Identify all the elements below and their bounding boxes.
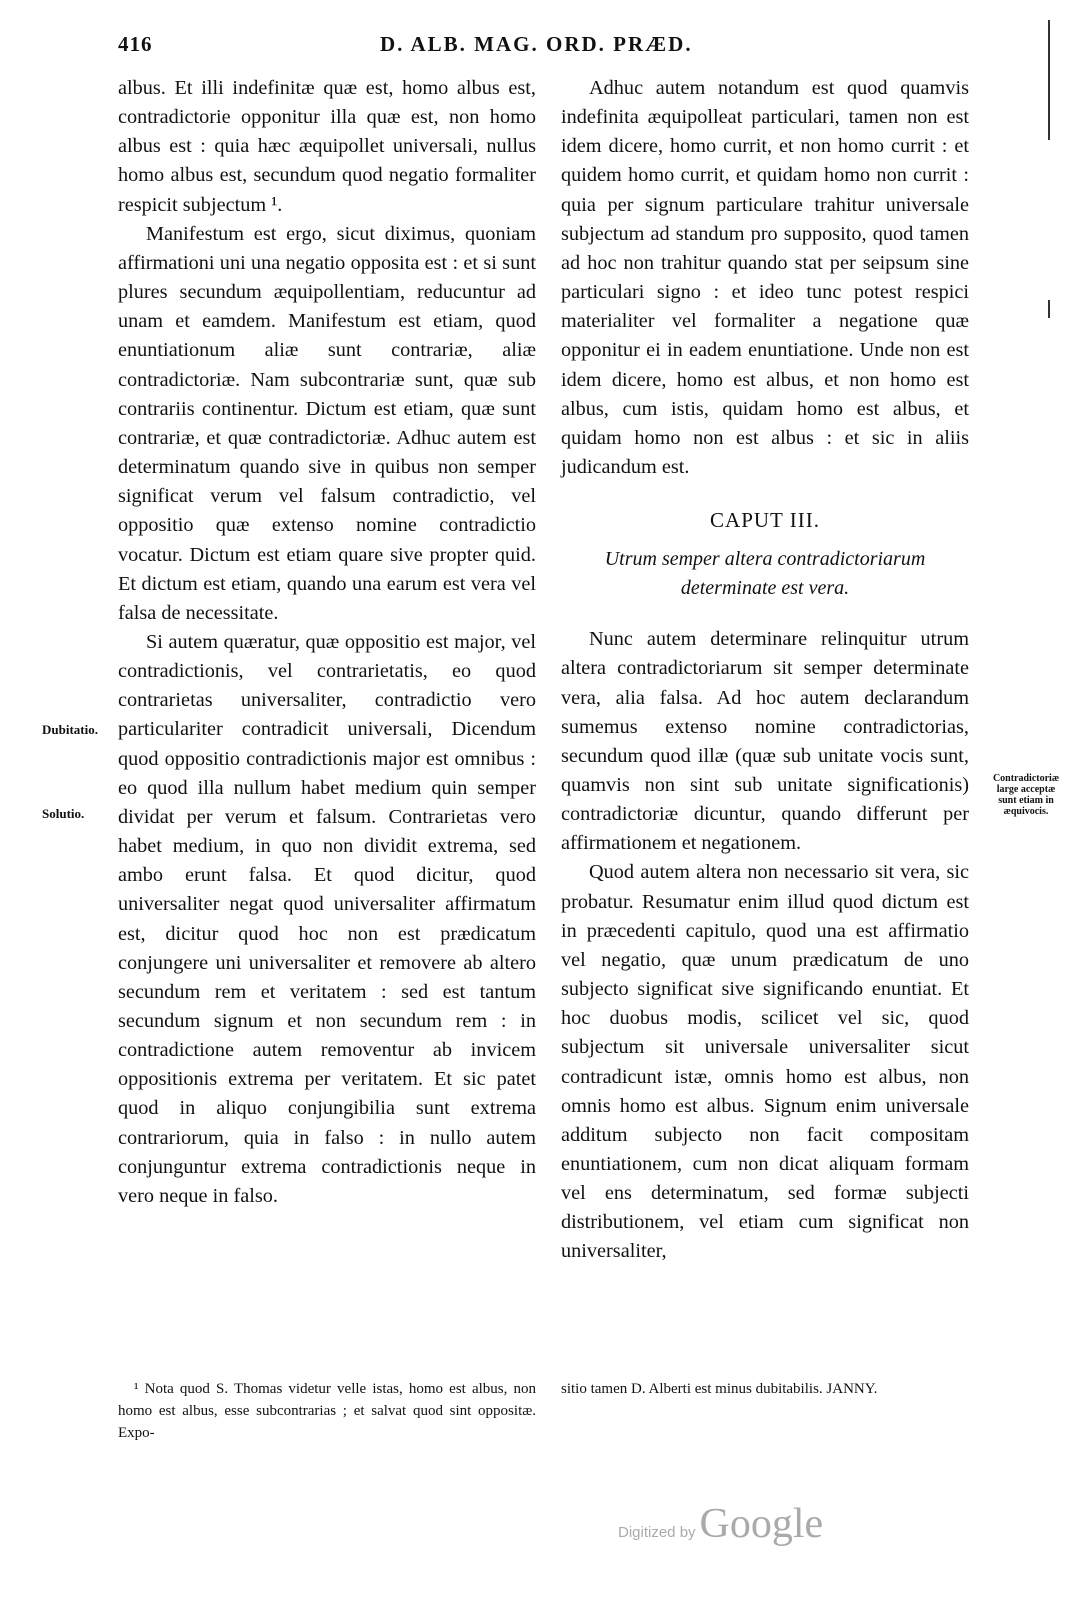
digitized-watermark	[618, 1500, 823, 1548]
footnote-right: sitio tamen D. Alberti est minus dubitabilis. JANNY.	[561, 1381, 878, 1397]
footnote-left: ¹ Nota quod S. Thomas videtur velle istas, homo est albus, non homo est albus, esse subcontrarias ; et salvat quod sint oppositæ. Expo-	[118, 1381, 536, 1441]
page-edge-line	[1048, 20, 1050, 140]
marginal-note-solutio: Solutio.	[42, 806, 85, 821]
page-edge-line	[1048, 300, 1050, 318]
left-column	[118, 74, 536, 1211]
right-column	[561, 74, 969, 1267]
running-head: D. ALB. MAG. ORD. PRÆD.	[380, 32, 693, 56]
watermark-prefix: Digitized by	[618, 1524, 696, 1541]
chapter-heading: CAPUT III.	[710, 508, 820, 533]
left-paragraph: Si autem quæratur, quæ oppositio est major, vel contradictionis, vel contrarietatis, eo quod contrarietas universaliter, contradictio vero particulariter contradicit universali, Dicendum quod oppositio contradictionis major est omnibus : eo quod illa nullum habet medium quin semper dividat per verum et falsum. Contrarietas vero habet medium, in quo non dividit extrema, sed ambo erunt falsa. Et quod dicitur, quod universaliter negat quod universaliter affirmatum est, dicitur quod hoc non est prædicatum conjungere uni universaliter et removere ab altero secundum rem et veritatem : sed est tantum secundum signum et non secundum rem : in contradictione autem removentur ab invicem oppositionis extrema per veritatem. Et sic patet quod in aliquo conjungibilia sunt extrema contrariorum, quia in falso : in nullo autem conjunguntur extrema contradictionis neque in vero neque in falso.	[118, 630, 536, 1207]
right-paragraph: Quod autem altera non necessario sit vera, sic probatur. Resumatur enim illud quod dictum est in præcedenti capitulo, quod una est affirmatio vel negatio, quæ unum prædicatum de uno subjecto significat sive significando enuntiat. Et hoc duobus modis, scilicet vel sic, quod subjectum sit universale universaliter sicut contradicunt istæ, omnis homo est albus, non omnis homo est albus. Signum enim universale additum subjecto non facit compositam enuntiationem, cum non dicat aliquam formam vel ens determinatum, sed formæ subjecti distributionem, vel etiam cum significat non universaliter,	[561, 861, 969, 1263]
left-paragraph: albus. Et illi indefinitæ quæ est, homo albus est, contradictorie opponitur illa quæ est, non homo albus est : quia hæc æquipollet universali, nullus homo albus est, secundum quod negatio formaliter respicit subjectum ¹.	[118, 77, 536, 216]
right-paragraph: Adhuc autem notandum est quod quamvis indefinita æquipolleat particulari, tamen non est idem dicere, homo currit, et non homo currit : et quidem homo currit, et quidam homo non currit : quia per signum particulare trahitur universale subjectum ad standum pro supposito, quod tamen ad hoc non trahitur quando stat per seipsum sine particulari signo : et ideo tunc potest respici materialiter vel formaliter a negatione quæ opponitur ei in eadem enuntiatione. Unde non est idem dicere, homo est albus, et non homo est albus, cum istis, quidam homo est albus, et quidam homo non est albus : et sic in aliis judicandum est.	[561, 77, 969, 479]
left-paragraph: Manifestum est ergo, sicut diximus, quoniam affirmationi uni una negatio opposita est : et si sunt plures secundum æquipollentiam, reducuntur ad unam et eamdem. Manifestum est etiam, quod enuntiationum aliæ sunt contrariæ, aliæ contradictoriæ. Nam subcontrariæ sunt, quæ sub contrariis continentur. Dictum est etiam, quæ sunt contrariæ, et quæ contradictoriæ. Adhuc autem est determinatum quando sive in quibus non semper significat verum vel falsum contradictio, vel oppositio quæ extenso nomine contradictio vocatur. Dictum est etiam quare sive propter quid. Et dictum est etiam, quando una earum est vera vel falsa de necessitate.	[118, 222, 536, 624]
marginal-note-contradictoriae: Contradictoriæ large acceptæ sunt etiam in æquivocis.	[992, 773, 1060, 817]
google-logo: Google	[699, 1501, 824, 1547]
right-paragraph: Nunc autem determinare relinquitur utrum altera contradictoriarum sit semper determinate vera, alia falsa. Ad hoc autem declarandum sumemus extenso nomine contradictorias, secundum quod illæ (quæ sub unitate vocis sunt, quamvis non sint sub unitate significationis) contradictoriæ dicuntur, quando differunt per affirmationem et negationem.	[561, 628, 969, 855]
marginal-note-dubitatio: Dubitatio.	[42, 722, 98, 737]
page-number: 416	[118, 32, 153, 56]
chapter-title: Utrum semper altera contradictoriarum determinate est vera.	[604, 548, 926, 600]
